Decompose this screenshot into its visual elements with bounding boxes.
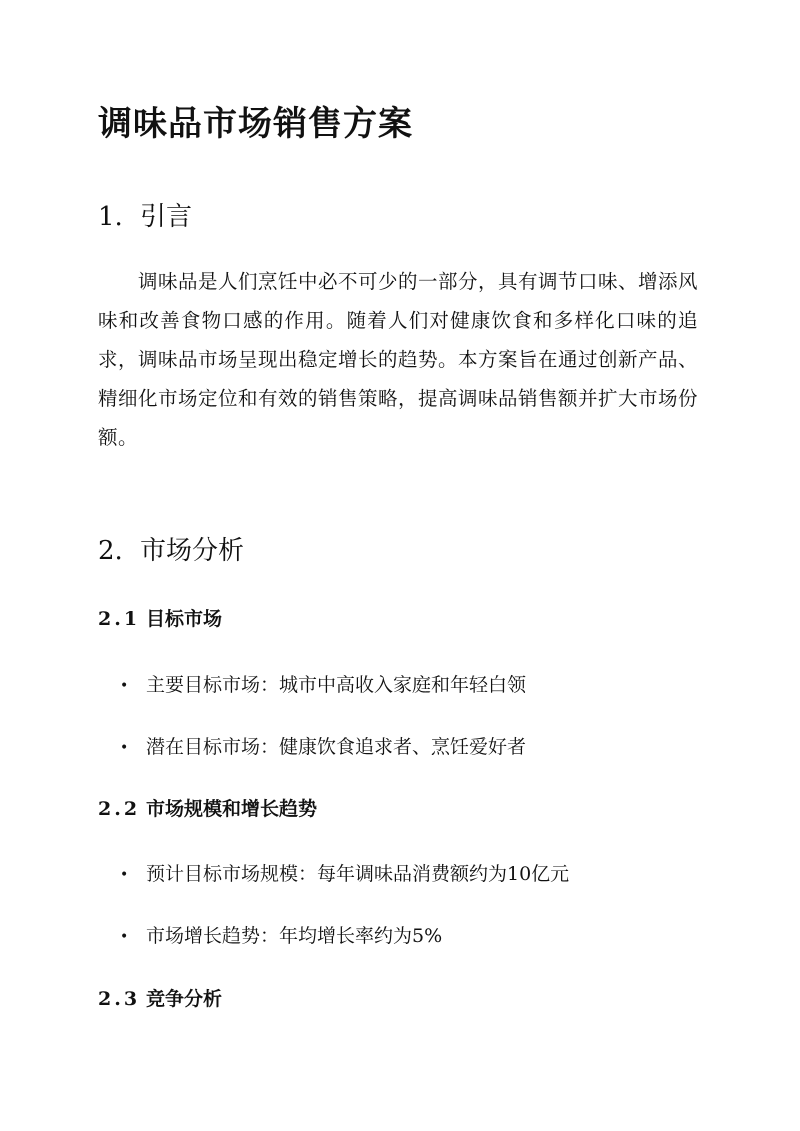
section-title: 引言 (140, 202, 193, 232)
list-item-text: 市场增长趋势：年均增长率约为5% (146, 925, 443, 947)
list-item (120, 921, 442, 948)
section-number: 1. (98, 202, 123, 232)
list-item (120, 859, 569, 886)
subsection-number: 2.1 (98, 608, 141, 630)
list-item-text: 预计目标市场规模：每年调味品消费额约为10亿元 (146, 863, 570, 885)
bullet-icon: • (120, 867, 129, 883)
section-heading-intro (98, 196, 192, 233)
list-item-text: 潜在目标市场：健康饮食追求者、烹饪爱好者 (146, 736, 527, 758)
intro-paragraph: 调味品是人们烹饪中必不可少的一部分，具有调节口味、增添风味和改善食物口感的作用。随着人们对健康饮食和多样化口味的追求，调味品市场呈现出稳定增长的趋势。本方案旨在通过创新产品、精细化市场定位和有效的销售策略，提高调味品销售额并扩大市场份额。 (98, 270, 699, 449)
subsection-title: 市场规模和增长趋势 (146, 798, 318, 820)
subsection-title: 目标市场 (146, 608, 223, 630)
document-title: 调味品市场销售方案 (98, 104, 413, 144)
section-heading-market-analysis (98, 530, 244, 567)
list-item (120, 670, 526, 697)
subsection-number: 2.3 (98, 988, 141, 1010)
subsection-heading-market-size (98, 794, 317, 821)
subsection-number: 2.2 (98, 798, 141, 820)
subsection-heading-target-market (98, 604, 222, 631)
list-item-text: 主要目标市场：城市中高收入家庭和年轻白领 (146, 674, 527, 696)
bullet-icon: • (120, 929, 129, 945)
bullet-icon: • (120, 678, 129, 694)
section-title: 市场分析 (140, 536, 245, 566)
section-number: 2. (98, 536, 123, 566)
subsection-title: 竞争分析 (146, 988, 223, 1010)
bullet-icon: • (120, 740, 129, 756)
subsection-heading-competition (98, 984, 222, 1011)
list-item (120, 732, 526, 759)
